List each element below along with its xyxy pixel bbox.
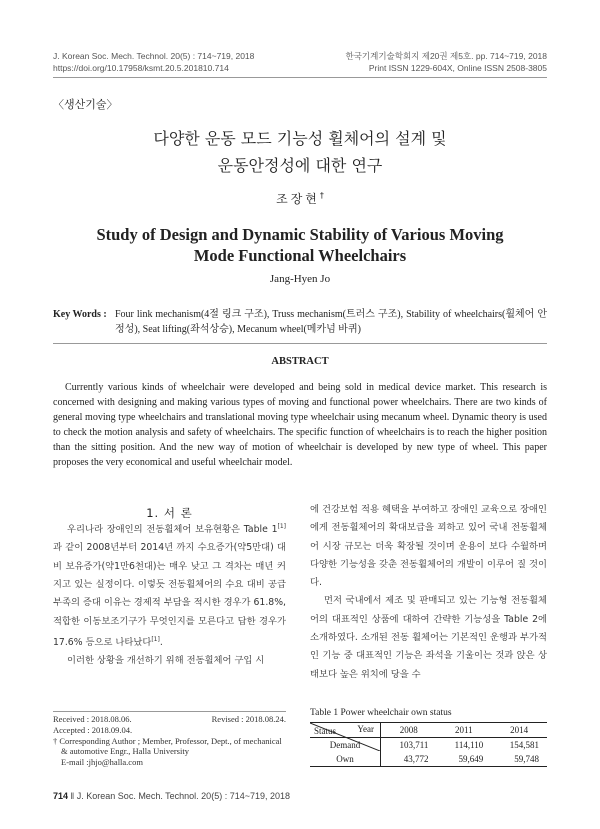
page-footer bbox=[53, 791, 290, 801]
title-korean-line2: 운동안정성에 대한 연구 bbox=[217, 156, 383, 175]
year-header: 2011 bbox=[436, 723, 491, 738]
title-korean bbox=[0, 125, 600, 179]
author-korean bbox=[0, 190, 600, 207]
footer-separator: ‖ bbox=[70, 791, 75, 801]
corresponding-mark: † bbox=[319, 191, 324, 200]
intro-paragraph-2: 이러한 상황을 개선하기 위해 전동휠체어 구입 시 bbox=[67, 655, 265, 667]
title-korean-line1: 다양한 운동 모드 기능성 휠체어의 설계 및 bbox=[153, 129, 447, 148]
running-header-left bbox=[53, 50, 254, 74]
running-header-right bbox=[345, 50, 547, 74]
keywords-label: Key Words : bbox=[53, 309, 107, 320]
citation-ref[interactable]: [1] bbox=[277, 523, 286, 530]
keywords-rule bbox=[53, 343, 547, 344]
corresponding-author-line1: † Corresponding Author ; Member, Professor, Dept., of mechanical bbox=[53, 735, 282, 746]
doi-link[interactable]: https://doi.org/10.17958/ksmt.20.5.201810.714 bbox=[53, 63, 229, 73]
intro-text-a: 우리나라 장애인의 전동휠체어 보유현황은 Table 1 bbox=[67, 524, 278, 536]
intro-text-c: . bbox=[159, 636, 163, 648]
table-cell: 114,110 bbox=[436, 738, 491, 753]
year-header: 2014 bbox=[491, 723, 547, 738]
journal-citation: J. Korean Soc. Mech. Technol. 20(5) : 714~719, 2018 bbox=[53, 51, 255, 61]
dates-row bbox=[53, 714, 286, 725]
header-rule bbox=[53, 77, 547, 78]
footnote-block bbox=[53, 714, 286, 768]
revised-date: Revised : 2018.08.24. bbox=[211, 714, 286, 724]
keywords-block bbox=[53, 307, 547, 337]
author-email[interactable]: E-mail :jhjo@halla.com bbox=[61, 757, 143, 768]
keywords-text: Four link mechanism(4절 링크 구조), Truss mechanism(트러스 구조), Stability of wheelchairs(휠체어 안정성), Seat lifting(좌석상승), Mecanum wheel(메카넘 바퀴) bbox=[115, 309, 547, 335]
right-paragraph-1: 에 건강보험 적용 혜택을 부여하고 장애인 교육으로 장애인에게 전동휠체어의 확대보급을 꾀하고 있어 국내 전동휠체어 시장 규모는 더욱 확장될 것이며 운용이 보다 수월하며 다양한 기능성을 갖춘 전동휠체어의 개발이 이루어 질 것이다. bbox=[310, 504, 547, 589]
right-column bbox=[310, 501, 547, 684]
table-corner-cell bbox=[310, 723, 381, 738]
table-cell: 59,649 bbox=[436, 752, 491, 767]
corner-status-label: Status bbox=[314, 726, 337, 736]
title-english bbox=[0, 224, 600, 266]
title-english-line2: Mode Functional Wheelchairs bbox=[193, 246, 407, 265]
title-english-line1: Study of Design and Dynamic Stability of Various Moving bbox=[96, 225, 504, 244]
left-column bbox=[53, 518, 286, 671]
abstract-heading: ABSTRACT bbox=[271, 356, 329, 367]
citation-ref[interactable]: [1] bbox=[151, 635, 160, 643]
corresponding-author-line2: & automotive Engr., Halla University bbox=[61, 746, 189, 757]
row-label: Demand bbox=[310, 738, 381, 753]
table-cell: 154,581 bbox=[491, 738, 547, 753]
year-header: 2008 bbox=[381, 723, 437, 738]
received-date: Received : 2018.08.06. bbox=[53, 714, 132, 724]
author-english: Jang-Hyen Jo bbox=[269, 273, 331, 285]
footnote-rule bbox=[53, 711, 286, 712]
accepted-date: Accepted : 2018.09.04. bbox=[53, 724, 133, 735]
section-tag: 〈생산기술〉 bbox=[53, 98, 118, 111]
intro-text-b: 과 같이 2008년부터 2014년 까지 수요증가(약5만대) 대비 보유증가(약1만6천대)는 매우 낮고 그 격차는 매년 커지고 있는 실정이다. 이렇듯 전동휠체어의 수요 대비 공급 부족의 증대 이유는 경제적 부담을 적시한 경우가 61.8%, 적합한 이동보조기구가 무엇인지를 모른다고 답한 경우가 17.6% 등으로 나타났다 bbox=[53, 542, 286, 648]
page-number: 714 bbox=[53, 791, 69, 801]
intro-paragraph-1 bbox=[53, 518, 286, 652]
table-caption: Table 1 Power wheelchair own status bbox=[310, 708, 452, 718]
abstract-text: Currently various kinds of wheelchair were developed and being sold in medical device market. This research is concerned with designing and making various types of moving and functional power wheelchairs. There are two kinds of general moving type wheelchairs and translational moving type wheelchair using mecanum wheel. Dynamic theory is used to check the motion analysis and safety of wheelchairs. The specific function of wheelchairs is to reach the higher position than the sitting position. And the new way of motion of wheelchair is developed by new type of wheel. This paper proposes the very economical and useful wheelchair model. bbox=[53, 382, 547, 469]
journal-citation-korean: 한국기계기술학회지 제20권 제5호. pp. 714~719, 2018 bbox=[345, 51, 547, 61]
right-paragraph-2: 먼저 국내에서 제조 및 판매되고 있는 기능형 전동휠체어의 대표적인 상품에 대하여 간략한 기능성을 Table 2에 소개하였다. 소개된 전동 휠체어는 기본적인 운행과 부가적인 기능 중 대표적인 기능은 좌석을 기울이는 것과 앉은 상태보다 높은 위치에 당을 수 bbox=[310, 595, 547, 680]
table-cell: 59,748 bbox=[491, 752, 547, 767]
table-cell: 103,711 bbox=[381, 738, 437, 753]
corner-year-label: Year bbox=[357, 724, 374, 734]
author-korean-name: 조장현 bbox=[276, 192, 320, 206]
table-header-row bbox=[310, 723, 547, 738]
table-row bbox=[310, 752, 547, 767]
section-heading: 1. 서 론 bbox=[146, 506, 193, 520]
issn-line: Print ISSN 1229-604X, Online ISSN 2508-3805 bbox=[368, 63, 547, 73]
wheelchair-status-table bbox=[310, 722, 547, 767]
row-label: Own bbox=[310, 752, 381, 767]
table-cell: 43,772 bbox=[381, 752, 437, 767]
footer-journal: J. Korean Soc. Mech. Technol. 20(5) : 714~719, 2018 bbox=[76, 791, 291, 801]
